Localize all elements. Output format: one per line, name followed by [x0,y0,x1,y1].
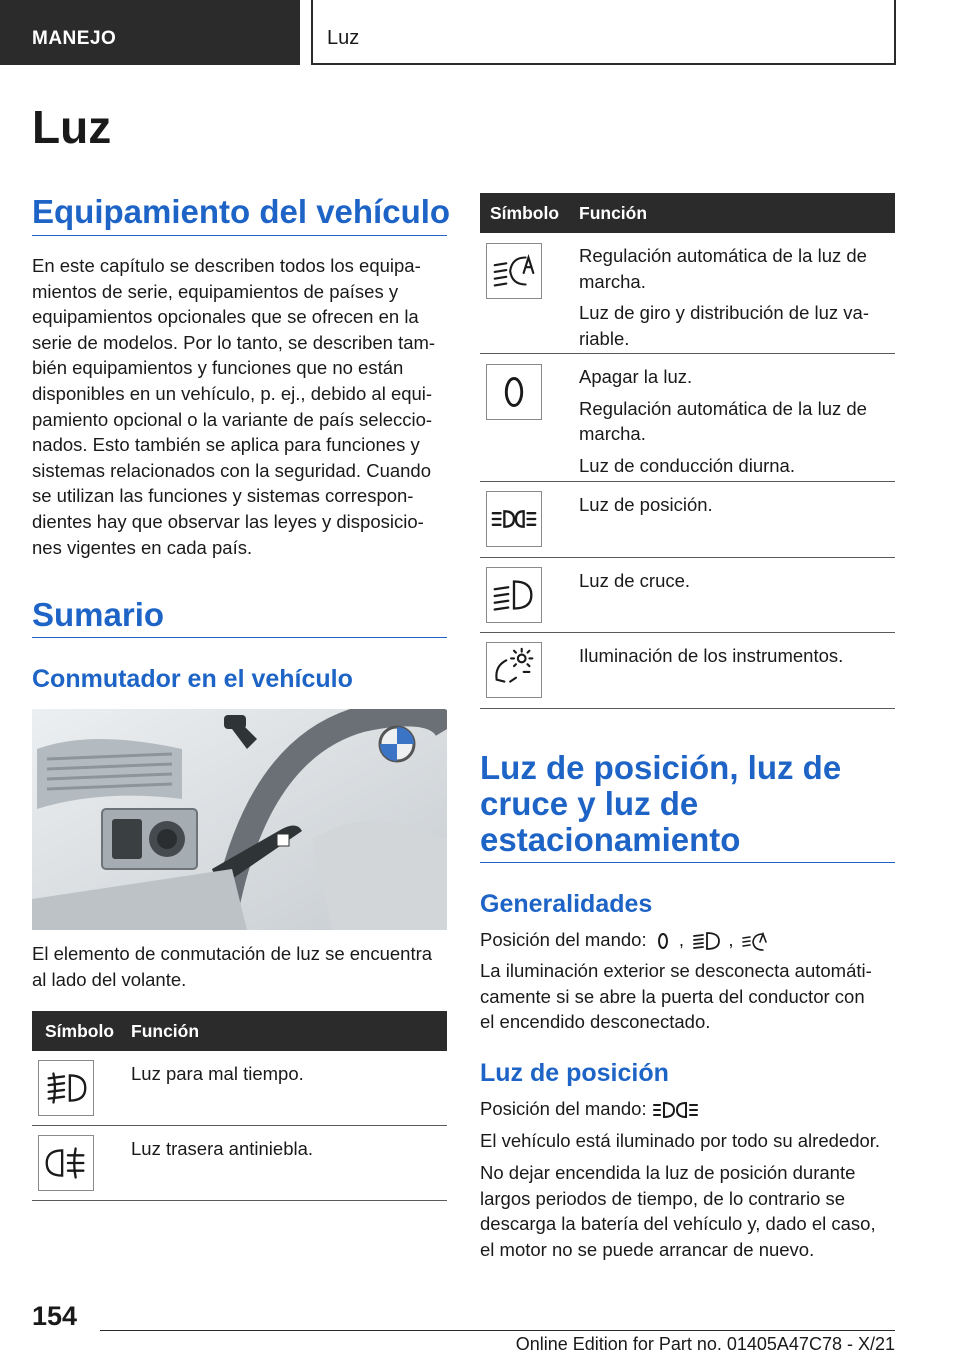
switch-position-label: Posición del mando: [480,929,647,950]
text-line: Luz de cruce. [579,570,691,591]
text-line: Regulación automática de la luz de [579,245,867,266]
edition-text: Online Edition for Part no. 01405A47C78 - X/21 [515,1334,895,1354]
text-line: Luz para mal tiempo. [131,1063,304,1084]
function-cell [579,643,843,675]
switch-caption [32,941,452,992]
text-line: se utilizan las funciones y sistemas correspon‐ [32,485,414,507]
col-function-header: Función [131,1021,200,1041]
text-line: al lado del volante. [32,968,187,990]
function-cell [131,1061,304,1093]
rear-fog-light-icon [38,1135,94,1191]
text-line: riable. [579,327,630,349]
symbol-table-left [32,1011,447,1201]
function-cell [579,364,867,484]
chapter-tab [311,0,896,65]
parking-light-icon [486,491,542,547]
low-beam-icon [486,567,542,623]
auto-headlight-icon [486,243,542,299]
equipment-paragraph [32,253,452,560]
text-line: largos periodos de tiempo, de lo contrario se [480,1187,846,1209]
table-row [480,233,895,354]
overview-heading: Sumario [32,596,165,633]
switch-subheading: Conmutador en el vehículo [32,665,353,693]
heading-line: cruce y luz de [480,785,699,822]
text-line: marcha. [579,423,646,445]
heading-line: Luz de posición, luz de [480,749,842,786]
fog-light-icon [38,1060,94,1116]
text-line: marcha. [579,270,646,292]
position-light-heading [480,750,841,858]
table-row [480,558,895,633]
function-cell [131,1136,313,1168]
zero-position-icon [652,930,674,952]
parking-light-subheading: Luz de posición [480,1059,669,1087]
position-light-heading-rule [480,862,895,863]
separator: , [678,929,685,950]
col-symbol-header: Símbolo [490,203,560,223]
zero-position-icon [486,364,542,420]
text-line: dientes hay que observar las leyes y disposicio‐ [32,510,424,532]
function-cell [579,568,690,600]
parking-switch-line [480,1096,900,1122]
text-line: Luz de conducción diurna. [579,454,795,476]
equipment-heading: Equipamiento del vehículo [32,193,451,230]
parking-paragraph [480,1160,900,1262]
text-line: Luz de posición. [579,494,713,515]
table-row [480,482,895,558]
col-symbol-header: Símbolo [45,1021,115,1041]
table-row [32,1051,447,1126]
text-line: disponibles en un vehículo, p. ej., debido al equi‐ [32,382,433,404]
table-row [480,633,895,709]
heading-line: estacionamiento [480,821,741,858]
parking-line1: El vehículo está iluminado por todo su alrededor. [480,1130,881,1151]
text-line: La iluminación exterior se desconecta automáti‐ [480,960,872,981]
equipment-heading-rule [32,235,447,236]
page-title: Luz [32,101,112,153]
text-line: serie de modelos. Por lo tanto, se describen tam‐ [32,331,436,353]
function-cell [579,492,713,524]
text-line: Luz de giro y distribución de luz va‐ [579,302,869,324]
text-line: el motor no se puede arrancar de nuevo. [480,1238,815,1260]
text-line: nes vigentes en cada país. [32,536,253,558]
footer-rule [100,1330,895,1331]
text-line: camente si se abre la puerta del conductor con [480,985,865,1007]
text-line: Iluminación de los instrumentos. [579,645,844,666]
general-paragraph [480,958,900,1035]
instrument-lighting-icon [486,642,542,698]
dashboard-illustration [32,709,447,930]
page-number: 154 [32,1301,78,1331]
col-function-header: Función [579,203,648,223]
parking-light-icon [652,1099,700,1121]
text-line: el encendido desconectado. [480,1011,711,1033]
text-line: descarga la batería del vehículo y, dado el caso, [480,1213,876,1235]
text-line: mientos de serie, equipamientos de países y [32,280,399,302]
section-label: MANEJO [32,28,117,49]
switch-position-label: Posición del mando: [480,1098,647,1119]
switch-position-line [480,927,900,953]
text-line: pamiento opcional o la variante de país seleccio‐ [32,408,433,430]
general-subheading: Generalidades [480,890,653,918]
text-line: No dejar encendida la luz de posición durante [480,1162,856,1183]
overview-heading-rule [32,637,447,638]
section-tab [0,0,300,65]
auto-headlight-icon [739,930,769,952]
function-cell [579,243,869,357]
low-beam-icon [689,930,723,952]
chapter-label: Luz [327,27,360,49]
table-header [480,193,895,233]
text-line: Luz trasera antiniebla. [131,1138,314,1159]
symbol-table-right [480,193,895,709]
light-switch-photo [32,709,447,930]
text-line: Apagar la luz. [579,366,693,387]
text-line: Regulación automática de la luz de [579,397,867,419]
table-row [32,1126,447,1201]
text-line: sistemas relacionados con la seguridad. Cuando [32,459,432,481]
separator: , [728,929,734,950]
table-header [32,1011,447,1051]
text-line: El elemento de conmutación de luz se encuentra [32,943,433,964]
text-line: nados. Esto también se aplica para funciones y [32,434,420,456]
text-line: equipamientos opcionales que se ofrecen en la [32,306,419,328]
text-line: En este capítulo se describen todos los equipa‐ [32,255,421,276]
text-line: bién equipamientos y funciones que no están [32,357,404,379]
table-row [480,354,895,482]
